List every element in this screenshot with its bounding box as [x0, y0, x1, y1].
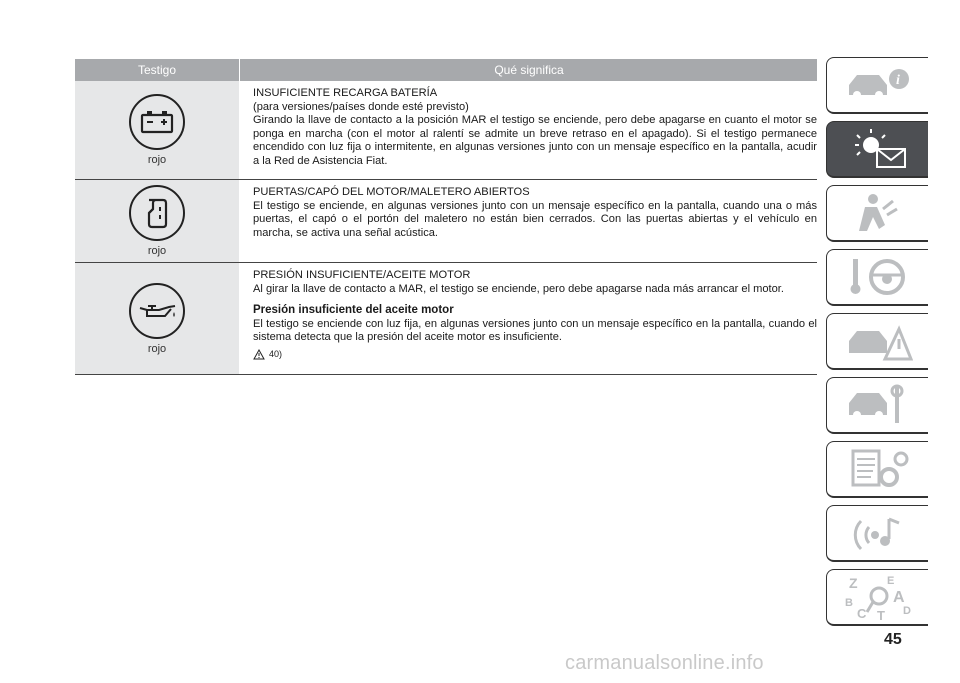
car-wrench-icon: [843, 383, 913, 427]
car-crash-icon: [843, 319, 913, 363]
tab-emergency[interactable]: [826, 313, 928, 370]
color-label: rojo: [147, 245, 167, 257]
color-label: rojo: [147, 342, 167, 355]
tab-safety[interactable]: [826, 185, 928, 242]
warning-ref-number: 40): [269, 348, 283, 359]
svg-text:Z: Z: [848, 575, 858, 591]
row-text: (para versiones/países donde esté previsto): [253, 100, 469, 113]
svg-text:B: B: [844, 597, 853, 609]
tab-starting-driving[interactable]: [826, 249, 928, 306]
table-row: [75, 263, 817, 375]
row-text: Girando la llave de contacto a la posición MAR el testigo se enciende, pero debe apagarse en cuanto el motor se ponga en marcha (con el motor al ralentí se admite un breve retraso en el apagado). Si el testigo permanece encendido con luz fija o intermitente, en algunas versiones junto con un mensaje específico en la pantalla, acudir a la Red de Asistencia Fiat.: [253, 114, 817, 167]
svg-text:D: D: [902, 605, 911, 617]
row-text: Al girar la llave de contacto a MAR, el testigo se enciende, pero debe apagarse nada más arrancar el motor.: [253, 282, 784, 295]
description-cell: [239, 180, 817, 262]
icon-cell: [75, 81, 239, 179]
car-info-icon: [843, 65, 913, 105]
row-subheading: Presión insuficiente del aceite motor: [253, 304, 454, 317]
icon-cell: [75, 180, 239, 262]
header-que-significa: Qué significa: [241, 59, 817, 81]
key-steering-wheel-icon: [843, 255, 913, 299]
tab-multimedia[interactable]: [826, 505, 928, 562]
door-open-icon: [129, 185, 185, 241]
svg-text:i: i: [895, 73, 900, 88]
row-text: El testigo se enciende con luz fija, en algunas versiones junto con un mensaje específico en la pantalla, cuando el sistema detecta que la presión del aceite motor es insuficiente.: [253, 317, 817, 344]
watermark: carmanualsonline.info: [565, 652, 764, 674]
multimedia-icon: [843, 511, 913, 555]
tab-maintenance[interactable]: [826, 377, 928, 434]
row-title: PRESIÓN INSUFICIENTE/ACEITE MOTOR: [253, 269, 471, 281]
battery-icon: [129, 94, 185, 150]
tab-car-info[interactable]: [826, 57, 928, 114]
icon-cell: [75, 263, 239, 374]
oil-pressure-icon: [129, 283, 185, 339]
tab-warning-lights[interactable]: [826, 121, 928, 178]
warning-reference: [253, 348, 817, 362]
alphabetical-index-icon: [843, 572, 913, 622]
svg-text:C: C: [856, 606, 866, 621]
chapter-tabs: [826, 57, 928, 633]
svg-text:T: T: [876, 608, 885, 622]
table-header: [75, 59, 817, 81]
table-row: [75, 180, 817, 263]
row-title: PUERTAS/CAPÓ DEL MOTOR/MALETERO ABIERTOS: [253, 186, 530, 198]
description-cell: [239, 263, 817, 374]
warning-lights-table: [75, 59, 817, 375]
tab-technical-data[interactable]: [826, 441, 928, 498]
page-number: 45: [884, 631, 902, 648]
row-text: El testigo se enciende, en algunas versiones junto con un mensaje específico en la pantalla, cuando una o más puertas, el capó o el portón del maletero no están bien cerrados. Con las puertas abiertas y el vehículo en marcha, se activa una señal acústica.: [253, 199, 817, 239]
table-row: [75, 81, 817, 180]
svg-text:A: A: [892, 589, 905, 606]
description-cell: [239, 81, 817, 179]
row-title: INSUFICIENTE RECARGA BATERÍA: [253, 87, 438, 99]
tab-index[interactable]: [826, 569, 928, 626]
color-label: rojo: [147, 154, 167, 166]
seat-airbag-icon: [843, 191, 913, 235]
warning-light-message-icon: [843, 127, 913, 171]
specs-gear-icon: [843, 447, 913, 491]
header-testigo: Testigo: [137, 63, 177, 77]
warning-triangle-icon: [253, 349, 265, 360]
svg-text:E: E: [886, 575, 894, 587]
